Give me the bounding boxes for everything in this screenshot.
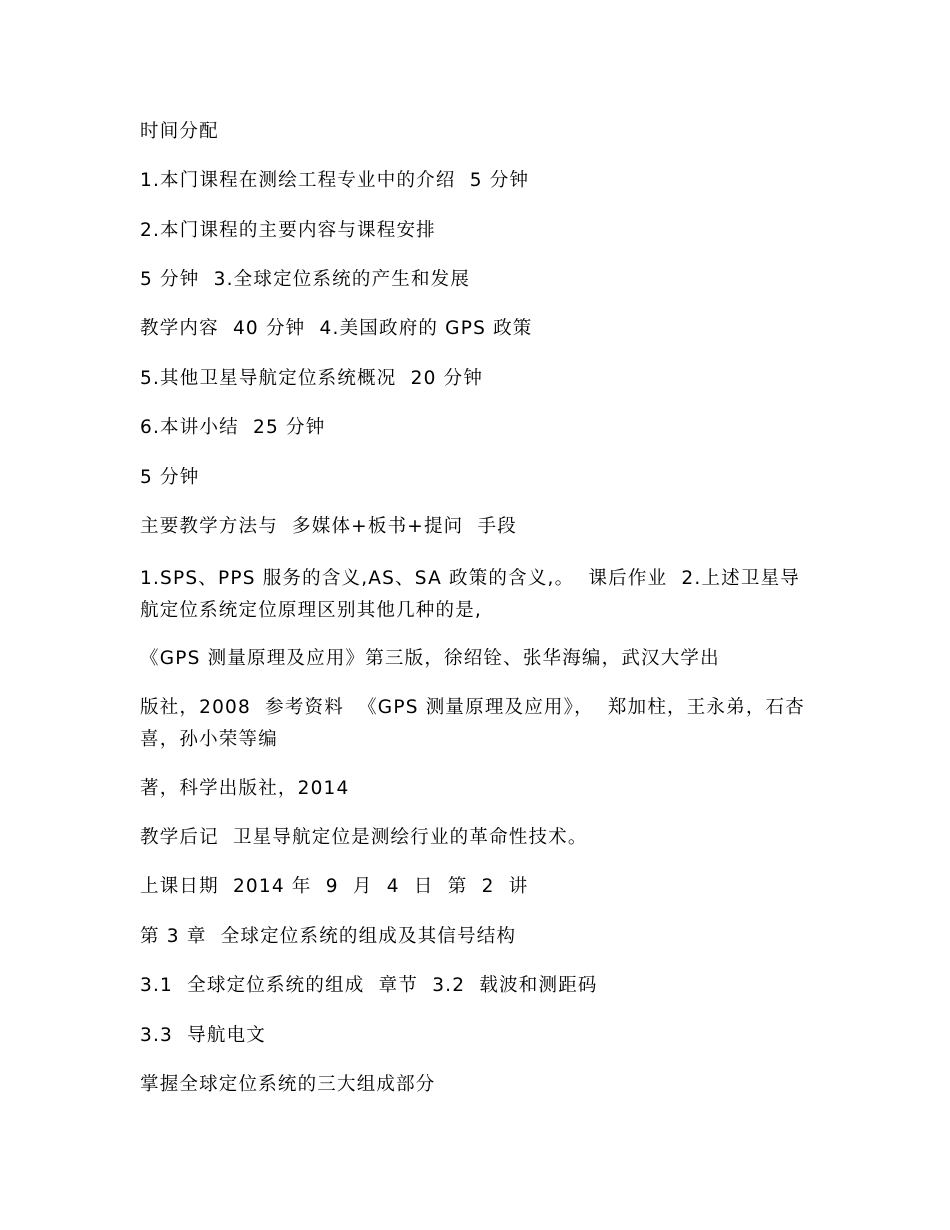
- text-line-section-3-3: 3.3 导航电文: [140, 1025, 266, 1046]
- text-line-reference-1: 《GPS 测量原理及应用》第三版，徐绍铨、张华海编，武汉大学出: [140, 648, 720, 669]
- text-line-objective: 掌握全球定位系统的三大组成部分: [140, 1074, 436, 1095]
- text-line-chapter-title: 第 3 章 全球定位系统的组成及其信号结构: [140, 926, 517, 947]
- text-line-sections: 3.1 全球定位系统的组成 章节 3.2 载波和测距码: [140, 975, 598, 996]
- text-line-item-2: 2.本门课程的主要内容与课程安排: [140, 220, 436, 241]
- text-line-duration: 5 分钟: [140, 467, 200, 488]
- text-line-postscript: 教学后记 卫星导航定位是测绘行业的革命性技术。: [140, 827, 588, 848]
- text-line-item-6: 6.本讲小结 25 分钟: [140, 417, 326, 438]
- text-line-reference-2: 版社，2008 参考资料 《GPS 测量原理及应用》， 郑加柱，王永弟，石杏喜，孙小荣等编: [140, 697, 805, 750]
- text-line-item-1: 1.本门课程在测绘工程专业中的介绍 5 分钟: [140, 170, 530, 191]
- text-line-reference-3: 著，科学出版社，2014: [140, 778, 350, 799]
- text-line-homework: 1.SPS、PPS 服务的含义,AS、SA 政策的含义,。 课后作业 2.上述卫星导航定位系统定位原理区别其他几种的是,: [140, 568, 800, 621]
- text-line-item-4: 教学内容 40 分钟 4.美国政府的 GPS 政策: [140, 318, 533, 339]
- text-line-item-5: 5.其他卫星导航定位系统概况 20 分钟: [140, 368, 484, 389]
- text-line-class-date: 上课日期 2014 年 9 月 4 日 第 2 讲: [140, 876, 529, 897]
- text-line-time-allocation: 时间分配: [140, 121, 219, 142]
- text-line-item-3: 5 分钟 3.全球定位系统的产生和发展: [140, 269, 471, 290]
- text-line-teaching-methods: 主要教学方法与 多媒体+板书+提问 手段: [140, 516, 517, 537]
